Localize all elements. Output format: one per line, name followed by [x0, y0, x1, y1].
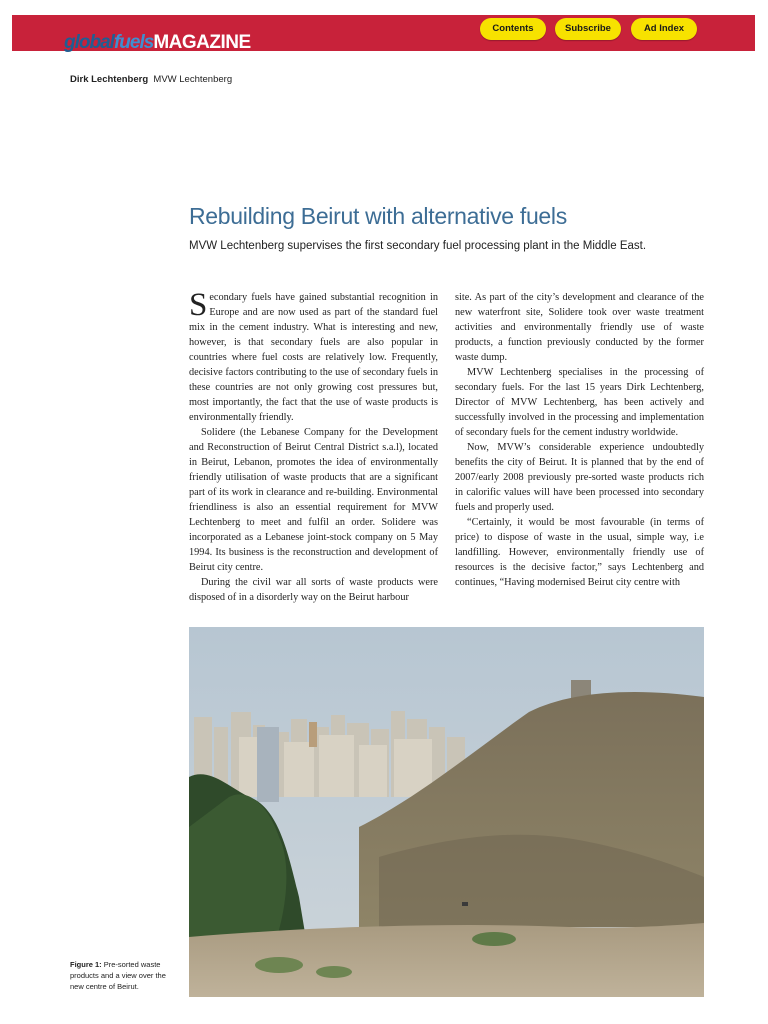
contents-button[interactable]: Contents [480, 18, 546, 40]
paragraph: “Certainly, it would be most favourable (in terms of price) to dispose of waste in the usual, simple way, i.e landfilling. However, environmentally friendly use of resources is the decisive factor,” says Lechtenberg and continues, “Having modernised Beirut city centre with [455, 517, 704, 588]
logo-part-fuels: fuels [113, 32, 154, 53]
figure-label: Figure 1: [70, 960, 102, 969]
magazine-logo[interactable] [64, 32, 251, 54]
logo-part-global: global [64, 32, 114, 53]
ad-index-button[interactable]: Ad Index [631, 18, 697, 40]
author-name: Dirk Lechtenberg [70, 74, 149, 85]
author-company: MVW Lechtenberg [153, 74, 233, 85]
paragraph: site. As part of the city’s development and clearance of the new waterfront site, Solidere took over waste treatment activities and environmentally friendly use of waste products, a function previously conducted by the former waste dump. [455, 292, 704, 363]
paragraph: Solidere (the Lebanese Company for the Development and Reconstruction of Beirut Central District s.a.l), located in Beirut, Lebanon, promotes the idea of environmentally friendly utilisation of waste products that are a significant part of its work in clearance and re-building. Environmental friendliness is also an essential requirement for MVW Lechtenberg to meet and fulfil an order. Solidere was incorporated as a Lebanese joint-stock company on 5 May 1994. Its business is the reconstruction and development of Beirut city centre. [189, 427, 438, 573]
article-column-right [455, 290, 704, 590]
drop-cap: S [189, 287, 208, 323]
byline [70, 74, 232, 85]
article-column-left [189, 287, 438, 605]
figure-caption [70, 959, 180, 992]
figure-photo [189, 627, 704, 997]
subscribe-button[interactable]: Subscribe [555, 18, 621, 40]
article-title: Rebuilding Beirut with alternative fuels [189, 203, 567, 229]
logo-part-magazine: MAGAZINE [153, 32, 251, 53]
paragraph: MVW Lechtenberg specialises in the processing of secondary fuels. For the last 15 years Dirk Lechtenberg, Director of MVW Lechtenberg, has been actively and successfully involved in the processing and implementation of secondary fuels for the cement industry worldwide. [455, 367, 704, 438]
paragraph: During the civil war all sorts of waste products were disposed of in a disorderly way on the Beirut harbour [189, 577, 438, 603]
paragraph: Now, MVW’s considerable experience undoubtedly benefits the city of Beirut. It is planned that by the end of 2007/early 2008 previously pre-sorted waste products rich in calorific values will have been processed into secondary fuels and properly used. [455, 442, 704, 513]
figure-caption-text: Pre-sorted waste products and a view over the new centre of Beirut. [70, 960, 166, 991]
article-subtitle: MVW Lechtenberg supervises the first secondary fuel processing plant in the Middle East. [189, 240, 647, 252]
paragraph-text: econdary fuels have gained substantial recognition in Europe and are now used as part of the standard fuel mix in the cement industry. What is interesting and new, however, is that secondary fuels are also popular in countries where fuel costs are relatively low. Frequently, decisive factors contributing to the use of secondary fuels in these countries are not only growing cost pressures but, most importantly, the fact that the use of waste products is environmentally friendly. [189, 292, 438, 423]
paragraph [189, 287, 438, 425]
beirut-landscape-image [189, 627, 704, 997]
